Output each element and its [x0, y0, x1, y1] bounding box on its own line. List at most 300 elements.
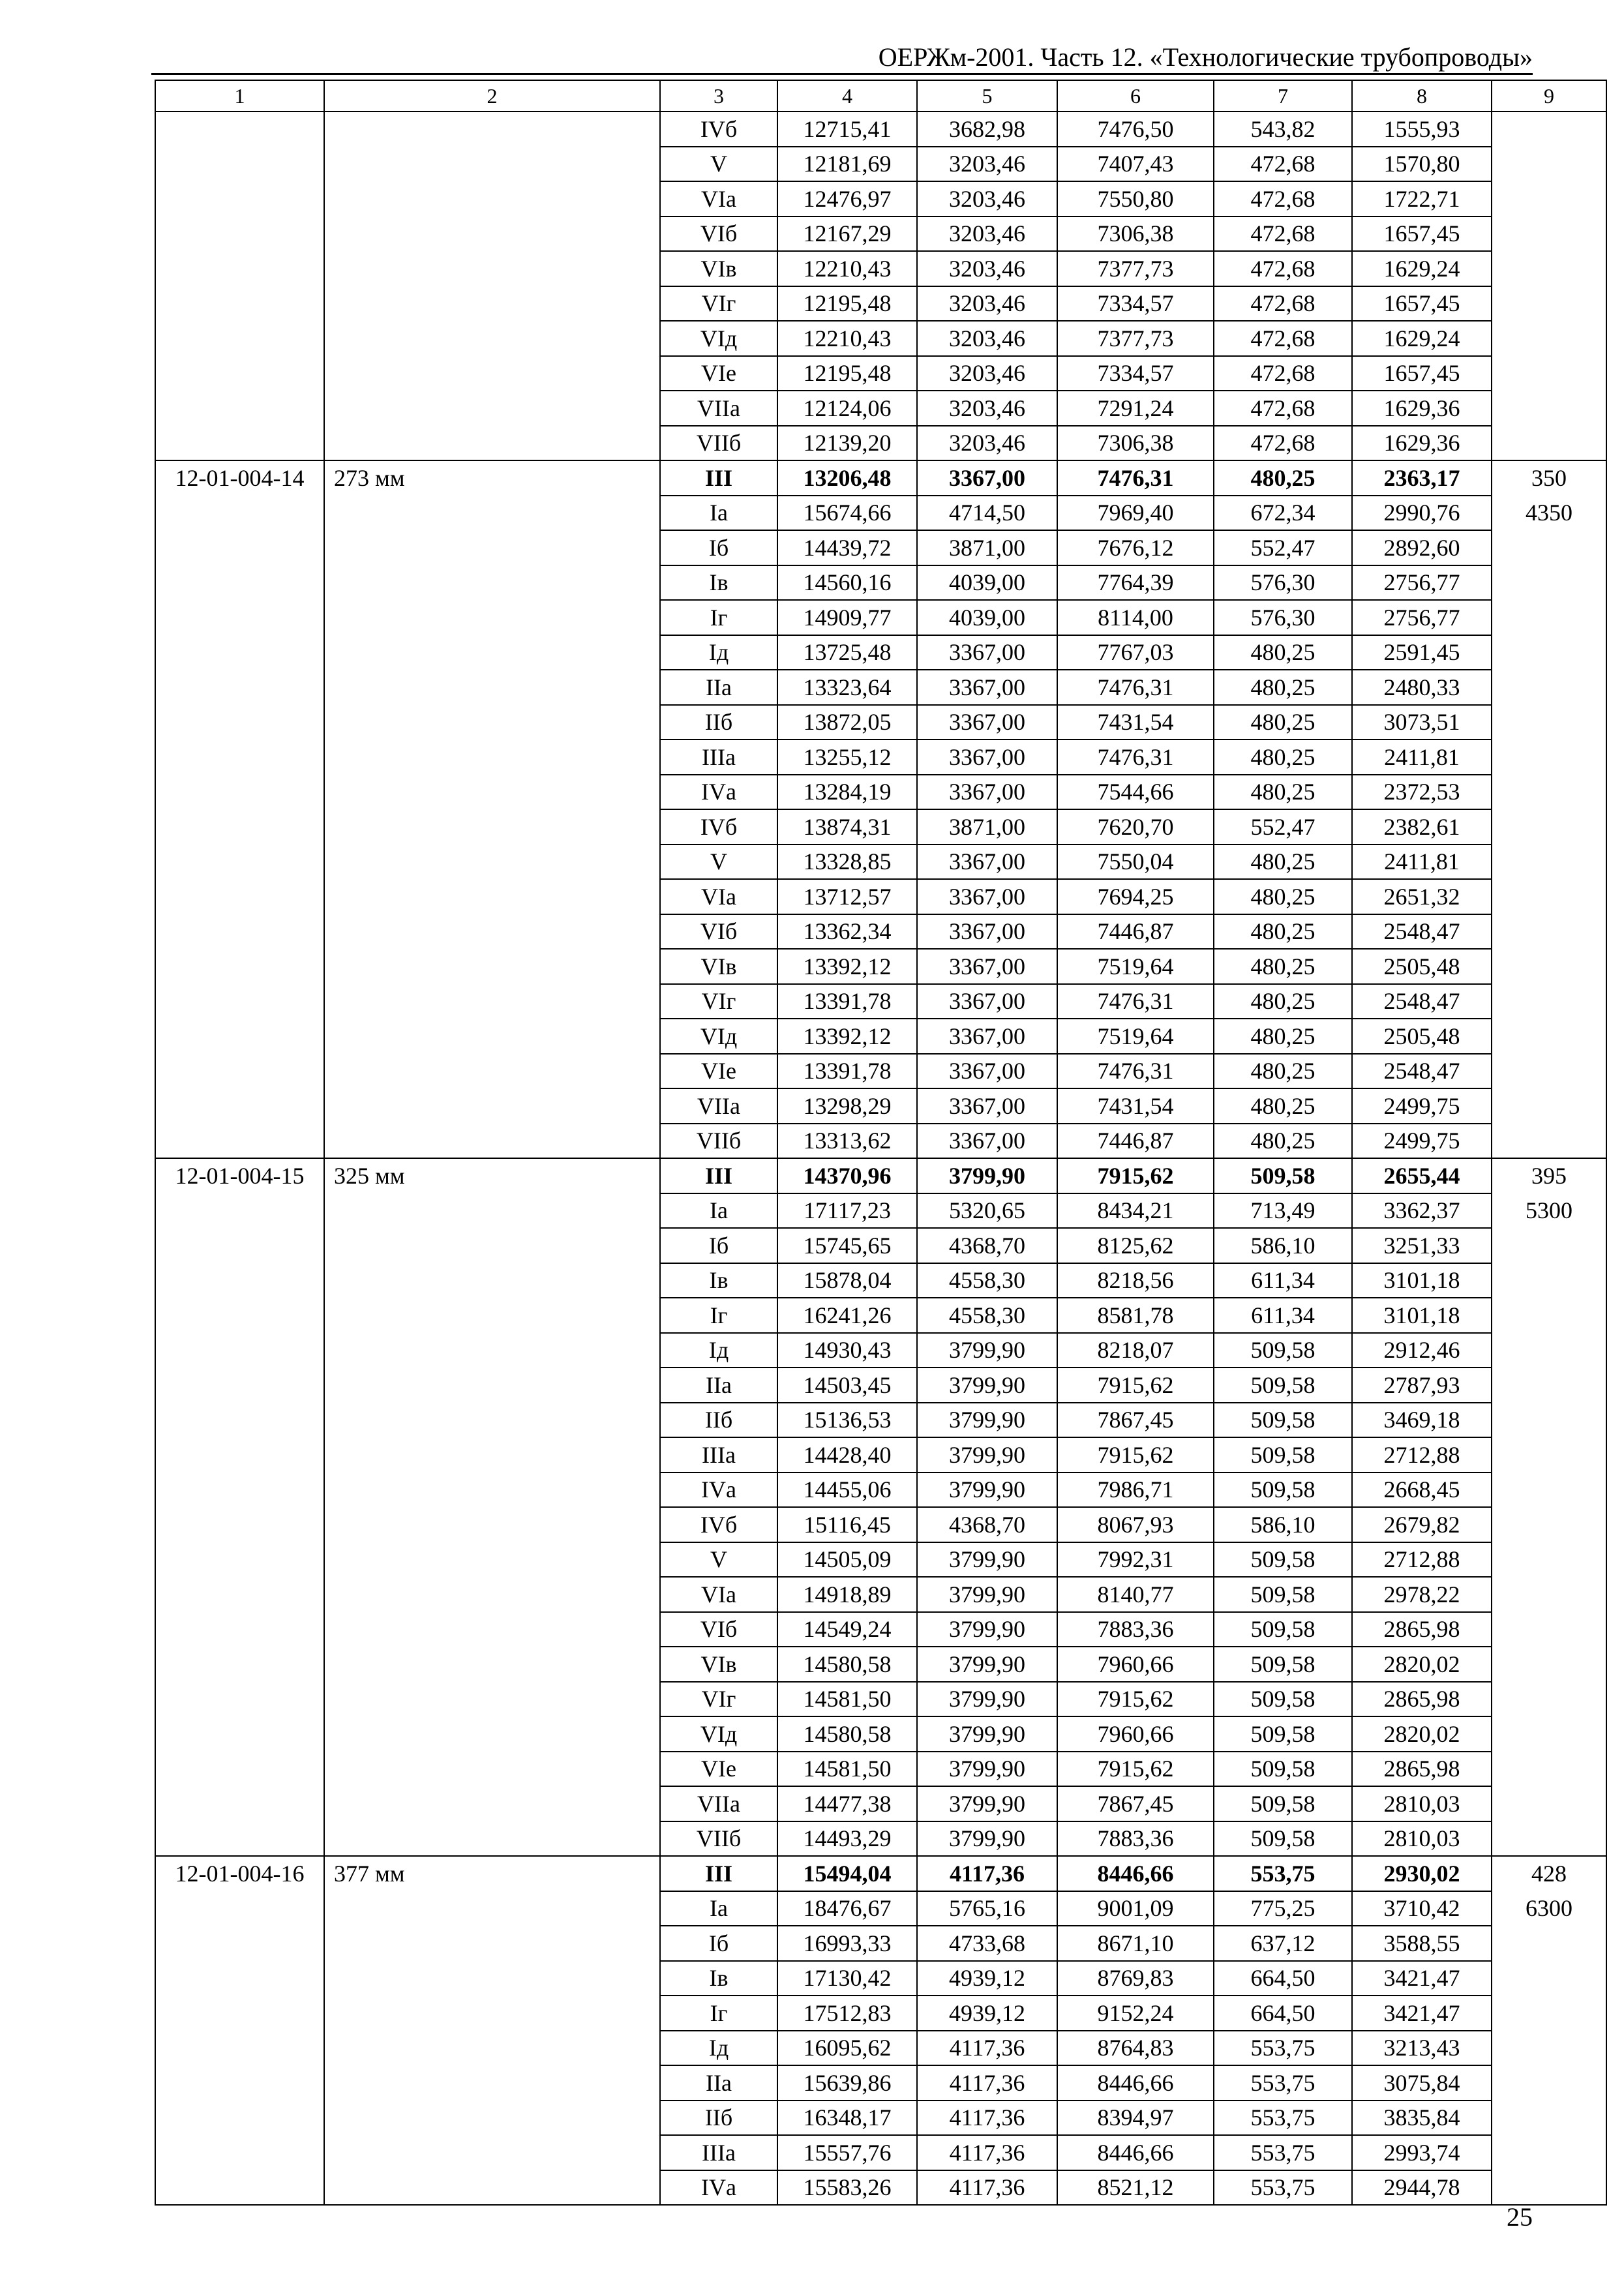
materials-cell: 2756,77: [1352, 600, 1492, 635]
machines-cell: 7867,45: [1057, 1786, 1214, 1821]
diameter-cell: [324, 1368, 660, 1403]
code-cell: [155, 1263, 324, 1298]
wages-cell: 3367,00: [917, 845, 1057, 880]
materials-cell: 1657,45: [1352, 286, 1492, 322]
table-row: [155, 1054, 1606, 1089]
total-cost-cell: 17512,83: [777, 1996, 917, 2031]
labor-cell: [1492, 1786, 1606, 1821]
class-cell: VIд: [660, 321, 777, 356]
labor-cell: [1492, 670, 1606, 705]
labor-cell: [1492, 1647, 1606, 1682]
diameter-cell: [324, 1786, 660, 1821]
labor-cell: [1492, 705, 1606, 740]
machines-cell: 8125,62: [1057, 1228, 1214, 1263]
wages-cell: 4368,70: [917, 1507, 1057, 1542]
page-header: ОЕРЖм-2001. Часть 12. «Технологические трубопроводы»: [878, 42, 1533, 72]
diameter-cell: [324, 217, 660, 252]
labor-cell: [1492, 1263, 1606, 1298]
code-cell: [155, 1333, 324, 1368]
code-cell: [155, 809, 324, 845]
wages-cell: 3799,90: [917, 1158, 1057, 1193]
materials-cell: 2499,75: [1352, 1124, 1492, 1159]
operators-wages-cell: 480,25: [1214, 879, 1352, 914]
materials-cell: 2411,81: [1352, 845, 1492, 880]
total-cost-cell: 15494,04: [777, 1856, 917, 1891]
wages-cell: 3367,00: [917, 775, 1057, 810]
diameter-cell: [324, 496, 660, 531]
code-cell: [155, 775, 324, 810]
column-header: 4: [777, 80, 917, 112]
machines-cell: 7764,39: [1057, 565, 1214, 601]
class-cell: Iг: [660, 600, 777, 635]
total-cost-cell: 14477,38: [777, 1786, 917, 1821]
materials-cell: 2668,45: [1352, 1473, 1492, 1508]
machines-cell: 7476,31: [1057, 1054, 1214, 1089]
code-cell: [155, 600, 324, 635]
materials-cell: 2810,03: [1352, 1786, 1492, 1821]
total-cost-cell: 12195,48: [777, 286, 917, 322]
machines-cell: 7992,31: [1057, 1542, 1214, 1578]
materials-cell: 2865,98: [1352, 1612, 1492, 1647]
labor-cell: [1492, 1961, 1606, 1996]
table-row: [155, 1821, 1606, 1857]
labor-cell: 428: [1492, 1856, 1606, 1891]
labor-cell: [1492, 635, 1606, 670]
code-cell: [155, 1403, 324, 1438]
materials-cell: 3421,47: [1352, 1996, 1492, 2031]
labor-cell: [1492, 147, 1606, 182]
table-row: [155, 1612, 1606, 1647]
class-cell: IVа: [660, 2170, 777, 2206]
diameter-cell: [324, 1263, 660, 1298]
wages-cell: 3799,90: [917, 1333, 1057, 1368]
diameter-cell: [324, 530, 660, 565]
code-cell: [155, 670, 324, 705]
operators-wages-cell: 472,68: [1214, 251, 1352, 286]
table-row: [155, 112, 1606, 147]
class-cell: IVб: [660, 1507, 777, 1542]
class-cell: IVб: [660, 112, 777, 147]
wages-cell: 3203,46: [917, 356, 1057, 391]
code-cell: [155, 1473, 324, 1508]
machines-cell: 7476,31: [1057, 460, 1214, 496]
table-row: [155, 1716, 1606, 1752]
operators-wages-cell: 509,58: [1214, 1786, 1352, 1821]
total-cost-cell: 15674,66: [777, 496, 917, 531]
wages-cell: 4039,00: [917, 600, 1057, 635]
operators-wages-cell: 664,50: [1214, 1996, 1352, 2031]
materials-cell: 2892,60: [1352, 530, 1492, 565]
materials-cell: 2548,47: [1352, 984, 1492, 1019]
operators-wages-cell: 553,75: [1214, 2031, 1352, 2066]
diameter-cell: [324, 1542, 660, 1578]
total-cost-cell: 12167,29: [777, 217, 917, 252]
total-cost-cell: 13255,12: [777, 740, 917, 775]
machines-cell: 7476,31: [1057, 670, 1214, 705]
wages-cell: 3203,46: [917, 181, 1057, 217]
diameter-cell: [324, 565, 660, 601]
materials-cell: 2411,81: [1352, 740, 1492, 775]
diameter-cell: 325 мм: [324, 1158, 660, 1193]
table-row: [155, 1298, 1606, 1333]
class-cell: III: [660, 1856, 777, 1891]
total-cost-cell: 12715,41: [777, 112, 917, 147]
class-cell: VIб: [660, 1612, 777, 1647]
class-cell: VIе: [660, 1054, 777, 1089]
code-cell: [155, 1228, 324, 1263]
operators-wages-cell: 472,68: [1214, 286, 1352, 322]
class-cell: IIб: [660, 1403, 777, 1438]
machines-cell: 7306,38: [1057, 426, 1214, 461]
table-row: [155, 1752, 1606, 1787]
machines-cell: 9152,24: [1057, 1996, 1214, 2031]
table-row: [155, 949, 1606, 984]
code-cell: [155, 1961, 324, 1996]
operators-wages-cell: 509,58: [1214, 1647, 1352, 1682]
materials-cell: 2712,88: [1352, 1542, 1492, 1578]
table-row: [155, 321, 1606, 356]
table-row: [155, 1403, 1606, 1438]
materials-cell: 2382,61: [1352, 809, 1492, 845]
code-cell: [155, 217, 324, 252]
table-row: [155, 496, 1606, 531]
operators-wages-cell: 472,68: [1214, 356, 1352, 391]
diameter-cell: [324, 2135, 660, 2170]
diameter-cell: [324, 1333, 660, 1368]
operators-wages-cell: 480,25: [1214, 740, 1352, 775]
operators-wages-cell: 480,25: [1214, 1088, 1352, 1124]
operators-wages-cell: 509,58: [1214, 1403, 1352, 1438]
operators-wages-cell: 509,58: [1214, 1821, 1352, 1857]
operators-wages-cell: 480,25: [1214, 914, 1352, 950]
materials-cell: 2912,46: [1352, 1333, 1492, 1368]
machines-cell: 8769,83: [1057, 1961, 1214, 1996]
table-row: [155, 530, 1606, 565]
class-cell: VIIа: [660, 391, 777, 426]
code-cell: [155, 2031, 324, 2066]
code-cell: [155, 1926, 324, 1961]
machines-cell: 7676,12: [1057, 530, 1214, 565]
machines-cell: 7883,36: [1057, 1821, 1214, 1857]
code-cell: [155, 2065, 324, 2101]
total-cost-cell: 13872,05: [777, 705, 917, 740]
wages-cell: 4039,00: [917, 565, 1057, 601]
wages-cell: 3799,90: [917, 1473, 1057, 1508]
diameter-cell: [324, 705, 660, 740]
machines-cell: 7550,80: [1057, 181, 1214, 217]
total-cost-cell: 15557,76: [777, 2135, 917, 2170]
class-cell: VIIб: [660, 426, 777, 461]
wages-cell: 3203,46: [917, 286, 1057, 322]
page-number: 25: [1507, 2202, 1533, 2232]
machines-cell: 7550,04: [1057, 845, 1214, 880]
total-cost-cell: 15878,04: [777, 1263, 917, 1298]
machines-cell: 7476,31: [1057, 740, 1214, 775]
materials-cell: 2993,74: [1352, 2135, 1492, 2170]
class-cell: IVа: [660, 775, 777, 810]
labor-cell: [1492, 391, 1606, 426]
table-row: [155, 356, 1606, 391]
table-row: [155, 984, 1606, 1019]
code-cell: [155, 984, 324, 1019]
materials-cell: 1629,24: [1352, 321, 1492, 356]
wages-cell: 4117,36: [917, 2135, 1057, 2170]
diameter-cell: [324, 809, 660, 845]
operators-wages-cell: 713,49: [1214, 1193, 1352, 1229]
table-row: [155, 1437, 1606, 1473]
class-cell: VIIб: [660, 1821, 777, 1857]
diameter-cell: [324, 321, 660, 356]
total-cost-cell: 12476,97: [777, 181, 917, 217]
class-cell: V: [660, 845, 777, 880]
wages-cell: 4117,36: [917, 2065, 1057, 2101]
machines-cell: 7986,71: [1057, 1473, 1214, 1508]
labor-cell: 350: [1492, 460, 1606, 496]
operators-wages-cell: 552,47: [1214, 530, 1352, 565]
code-cell: [155, 496, 324, 531]
class-cell: Iб: [660, 1228, 777, 1263]
operators-wages-cell: 775,25: [1214, 1891, 1352, 1926]
total-cost-cell: 14580,58: [777, 1647, 917, 1682]
code-cell: [155, 1019, 324, 1054]
wages-cell: 3367,00: [917, 705, 1057, 740]
total-cost-cell: 13391,78: [777, 984, 917, 1019]
operators-wages-cell: 509,58: [1214, 1333, 1352, 1368]
code-cell: [155, 705, 324, 740]
machines-cell: 9001,09: [1057, 1891, 1214, 1926]
wages-cell: 3799,90: [917, 1716, 1057, 1752]
materials-cell: 2865,98: [1352, 1682, 1492, 1717]
class-cell: Iв: [660, 1263, 777, 1298]
diameter-cell: [324, 286, 660, 322]
class-cell: Iг: [660, 1298, 777, 1333]
code-cell: [155, 251, 324, 286]
class-cell: VIг: [660, 286, 777, 322]
table-row: [155, 879, 1606, 914]
wages-cell: 4558,30: [917, 1298, 1057, 1333]
diameter-cell: [324, 1821, 660, 1857]
wages-cell: 3871,00: [917, 809, 1057, 845]
materials-cell: 2820,02: [1352, 1716, 1492, 1752]
operators-wages-cell: 611,34: [1214, 1298, 1352, 1333]
materials-cell: 2505,48: [1352, 1019, 1492, 1054]
labor-cell: [1492, 1542, 1606, 1578]
column-header: 5: [917, 80, 1057, 112]
total-cost-cell: 14930,43: [777, 1333, 917, 1368]
materials-cell: 2930,02: [1352, 1856, 1492, 1891]
total-cost-cell: 14503,45: [777, 1368, 917, 1403]
total-cost-cell: 13284,19: [777, 775, 917, 810]
materials-cell: 3588,55: [1352, 1926, 1492, 1961]
diameter-cell: [324, 600, 660, 635]
total-cost-cell: 14493,29: [777, 1821, 917, 1857]
labor-cell: [1492, 1507, 1606, 1542]
machines-cell: 8446,66: [1057, 2065, 1214, 2101]
machines-cell: 7431,54: [1057, 1088, 1214, 1124]
code-cell: [155, 426, 324, 461]
code-cell: [155, 1716, 324, 1752]
column-header: 8: [1352, 80, 1492, 112]
table-row: [155, 1996, 1606, 2031]
diameter-cell: [324, 1193, 660, 1229]
labor-cell: [1492, 2031, 1606, 2066]
diameter-cell: [324, 1019, 660, 1054]
labor-cell: [1492, 286, 1606, 322]
labor-cell: [1492, 1124, 1606, 1159]
total-cost-cell: 17130,42: [777, 1961, 917, 1996]
machines-cell: 7306,38: [1057, 217, 1214, 252]
diameter-cell: [324, 251, 660, 286]
machines-cell: 7431,54: [1057, 705, 1214, 740]
wages-cell: 3367,00: [917, 1019, 1057, 1054]
operators-wages-cell: 586,10: [1214, 1228, 1352, 1263]
wages-cell: 4714,50: [917, 496, 1057, 531]
labor-cell: [1492, 879, 1606, 914]
labor-cell: [1492, 809, 1606, 845]
diameter-cell: [324, 914, 660, 950]
code-cell: [155, 1786, 324, 1821]
table-row: [155, 1577, 1606, 1612]
total-cost-cell: 16348,17: [777, 2101, 917, 2136]
code-cell: [155, 1507, 324, 1542]
wages-cell: 3799,90: [917, 1368, 1057, 1403]
class-cell: V: [660, 147, 777, 182]
table-row: [155, 1088, 1606, 1124]
diameter-cell: [324, 949, 660, 984]
total-cost-cell: 13392,12: [777, 1019, 917, 1054]
labor-cell: [1492, 1228, 1606, 1263]
diameter-cell: [324, 670, 660, 705]
total-cost-cell: 13298,29: [777, 1088, 917, 1124]
wages-cell: 3203,46: [917, 251, 1057, 286]
labor-cell: [1492, 914, 1606, 950]
materials-cell: 3835,84: [1352, 2101, 1492, 2136]
machines-cell: 7867,45: [1057, 1403, 1214, 1438]
class-cell: IVа: [660, 1473, 777, 1508]
operators-wages-cell: 480,25: [1214, 460, 1352, 496]
labor-cell: 395: [1492, 1158, 1606, 1193]
wages-cell: 3799,90: [917, 1682, 1057, 1717]
total-cost-cell: 14918,89: [777, 1577, 917, 1612]
wages-cell: 3799,90: [917, 1647, 1057, 1682]
column-header: 3: [660, 80, 777, 112]
materials-cell: 2944,78: [1352, 2170, 1492, 2206]
total-cost-cell: 13362,34: [777, 914, 917, 950]
code-cell: [155, 2170, 324, 2206]
diameter-cell: [324, 1507, 660, 1542]
wages-cell: 3367,00: [917, 635, 1057, 670]
class-cell: Iа: [660, 1193, 777, 1229]
operators-wages-cell: 480,25: [1214, 635, 1352, 670]
machines-cell: 8764,83: [1057, 2031, 1214, 2066]
operators-wages-cell: 480,25: [1214, 1019, 1352, 1054]
table-row: [155, 460, 1606, 496]
wages-cell: 3799,90: [917, 1612, 1057, 1647]
materials-cell: 1657,45: [1352, 356, 1492, 391]
operators-wages-cell: 553,75: [1214, 1856, 1352, 1891]
total-cost-cell: 14580,58: [777, 1716, 917, 1752]
labor-cell: [1492, 949, 1606, 984]
table-row: [155, 1263, 1606, 1298]
materials-cell: 2820,02: [1352, 1647, 1492, 1682]
total-cost-cell: 12124,06: [777, 391, 917, 426]
diameter-cell: [324, 1961, 660, 1996]
column-header: 1: [155, 80, 324, 112]
table-row: [155, 2101, 1606, 2136]
materials-cell: 1570,80: [1352, 147, 1492, 182]
labor-cell: [1492, 1577, 1606, 1612]
materials-cell: 3213,43: [1352, 2031, 1492, 2066]
machines-cell: 7544,66: [1057, 775, 1214, 810]
code-cell: [155, 1088, 324, 1124]
diameter-cell: [324, 1228, 660, 1263]
code-cell: [155, 1682, 324, 1717]
code-cell: [155, 914, 324, 950]
wages-cell: 3799,90: [917, 1403, 1057, 1438]
labor-cell: [1492, 1612, 1606, 1647]
table-row: [155, 251, 1606, 286]
operators-wages-cell: 509,58: [1214, 1542, 1352, 1578]
class-cell: VIIб: [660, 1124, 777, 1159]
table-row: [155, 1926, 1606, 1961]
class-cell: VIIа: [660, 1786, 777, 1821]
class-cell: VIв: [660, 251, 777, 286]
machines-cell: 7377,73: [1057, 321, 1214, 356]
table-row: [155, 635, 1606, 670]
materials-cell: 2787,93: [1352, 1368, 1492, 1403]
materials-cell: 3075,84: [1352, 2065, 1492, 2101]
class-cell: Iв: [660, 1961, 777, 1996]
code-cell: [155, 181, 324, 217]
code-cell: [155, 356, 324, 391]
total-cost-cell: 13874,31: [777, 809, 917, 845]
table-row: [155, 1333, 1606, 1368]
code-cell: [155, 1996, 324, 2031]
table-row: [155, 809, 1606, 845]
wages-cell: 3367,00: [917, 949, 1057, 984]
labor-cell: 6300: [1492, 1891, 1606, 1926]
column-header: 2: [324, 80, 660, 112]
labor-cell: [1492, 1716, 1606, 1752]
diameter-cell: [324, 2101, 660, 2136]
materials-cell: 3101,18: [1352, 1298, 1492, 1333]
total-cost-cell: 13206,48: [777, 460, 917, 496]
wages-cell: 4117,36: [917, 2101, 1057, 2136]
total-cost-cell: 16241,26: [777, 1298, 917, 1333]
machines-cell: 8521,12: [1057, 2170, 1214, 2206]
column-header: 9: [1492, 80, 1606, 112]
operators-wages-cell: 472,68: [1214, 217, 1352, 252]
total-cost-cell: 14439,72: [777, 530, 917, 565]
wages-cell: 3799,90: [917, 1577, 1057, 1612]
code-cell: [155, 286, 324, 322]
materials-cell: 1629,36: [1352, 391, 1492, 426]
class-cell: VIа: [660, 181, 777, 217]
diameter-cell: [324, 2170, 660, 2206]
table-row: [155, 1158, 1606, 1193]
diameter-cell: [324, 740, 660, 775]
diameter-cell: [324, 391, 660, 426]
operators-wages-cell: 552,47: [1214, 809, 1352, 845]
class-cell: VIв: [660, 1647, 777, 1682]
materials-cell: 2655,44: [1352, 1158, 1492, 1193]
wages-cell: 4558,30: [917, 1263, 1057, 1298]
machines-cell: 7969,40: [1057, 496, 1214, 531]
total-cost-cell: 13323,64: [777, 670, 917, 705]
total-cost-cell: 16993,33: [777, 1926, 917, 1961]
total-cost-cell: 14560,16: [777, 565, 917, 601]
labor-cell: 4350: [1492, 496, 1606, 531]
